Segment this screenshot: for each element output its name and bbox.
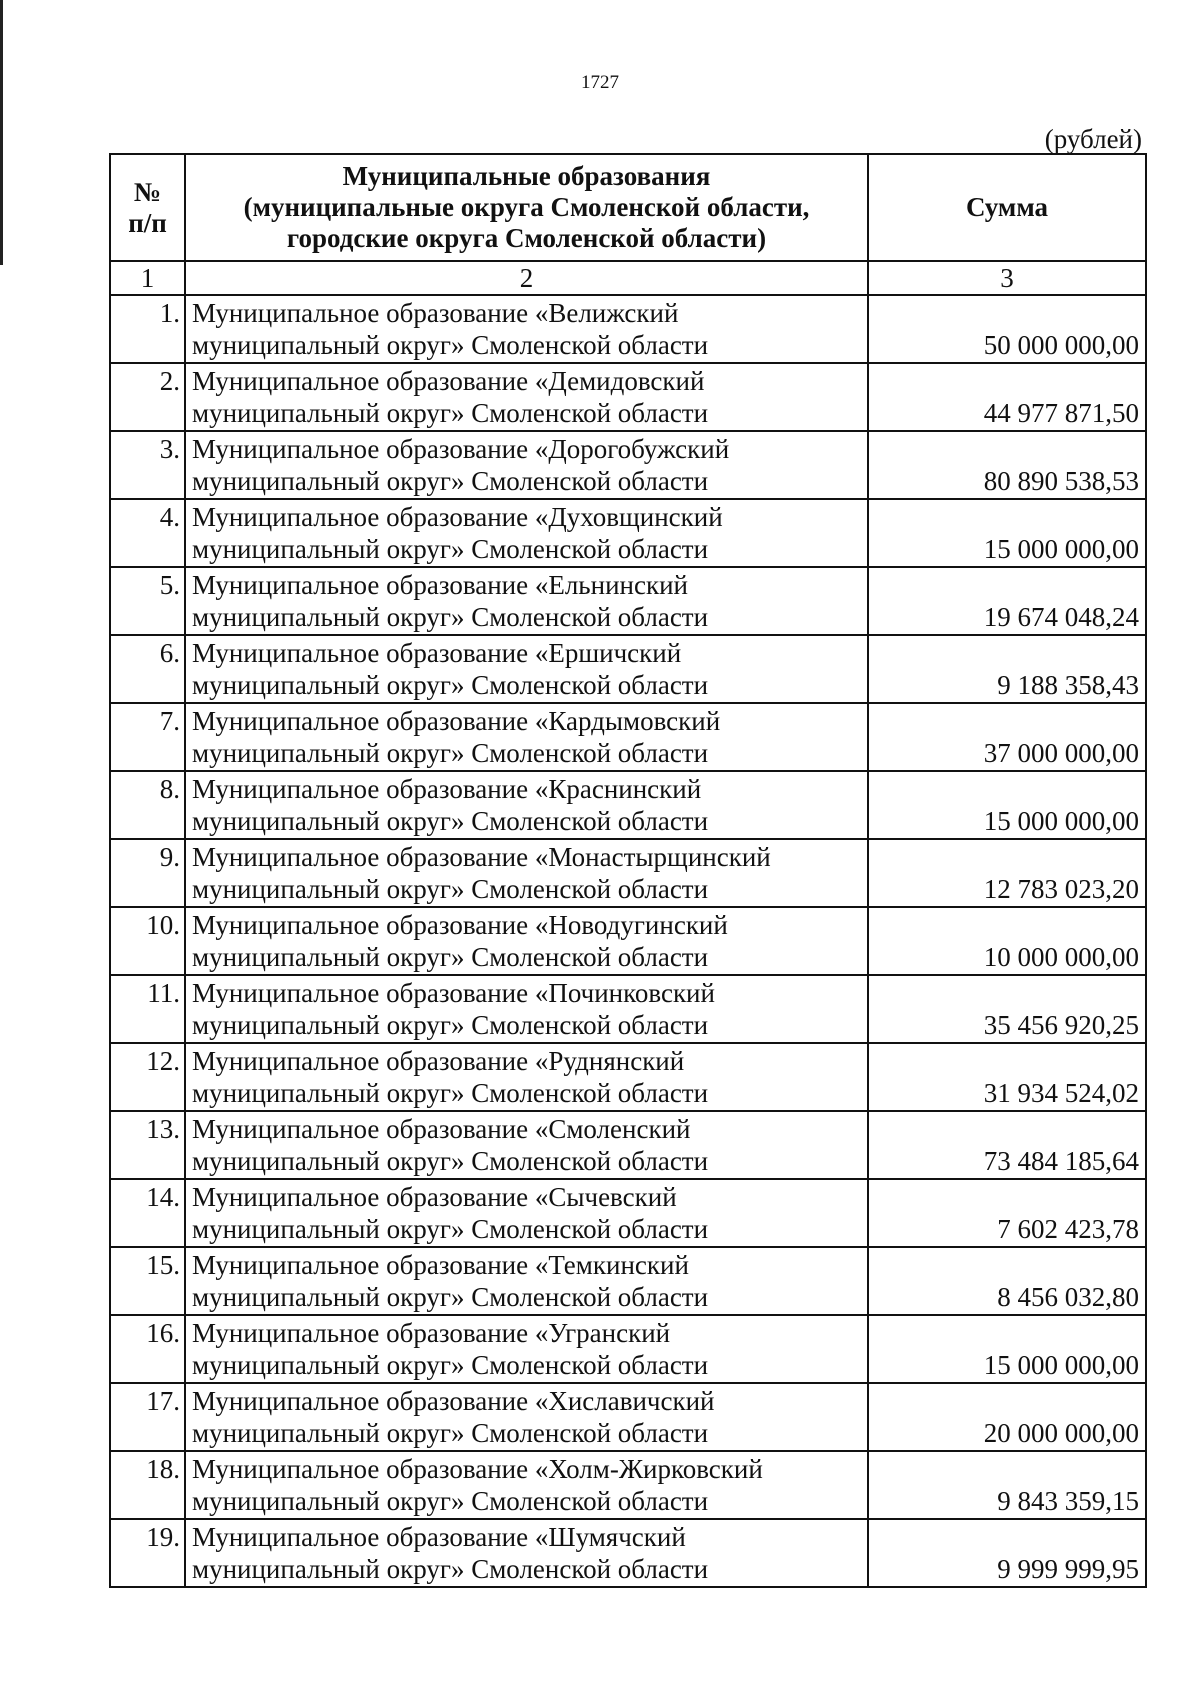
amount-value: 9 188 358,43 (868, 635, 1146, 703)
table-row (110, 703, 1146, 771)
municipality-name-line2: муниципальный округ» Смоленской области (192, 1214, 709, 1244)
municipality-name-line1: Муниципальное образование «Новодугинский (192, 910, 728, 940)
municipality-name (185, 907, 868, 975)
amount-value: 7 602 423,78 (868, 1179, 1146, 1247)
row-number: 12. (110, 1043, 185, 1111)
header-sum: Сумма (868, 154, 1146, 261)
table-row (110, 1383, 1146, 1451)
row-number: 15. (110, 1247, 185, 1315)
municipality-name-line1: Муниципальное образование «Кардымовский (192, 706, 721, 736)
amount-value: 50 000 000,00 (868, 295, 1146, 363)
municipality-name-line2: муниципальный округ» Смоленской области (192, 534, 709, 564)
amount-value: 15 000 000,00 (868, 499, 1146, 567)
row-number: 7. (110, 703, 185, 771)
table-row (110, 975, 1146, 1043)
municipality-name-line2: муниципальный округ» Смоленской области (192, 1486, 709, 1516)
amount-value: 31 934 524,02 (868, 1043, 1146, 1111)
municipality-name-line2: муниципальный округ» Смоленской области (192, 330, 709, 360)
page-number: 1727 (581, 72, 619, 93)
municipality-name-line2: муниципальный округ» Смоленской области (192, 602, 709, 632)
municipality-name-line2: муниципальный округ» Смоленской области (192, 1282, 709, 1312)
row-number: 5. (110, 567, 185, 635)
municipality-name-line2: муниципальный округ» Смоленской области (192, 806, 709, 836)
amount-value: 37 000 000,00 (868, 703, 1146, 771)
municipality-name-line1: Муниципальное образование «Дорогобужский (192, 434, 730, 464)
municipality-name (185, 431, 868, 499)
table-row (110, 431, 1146, 499)
table-row (110, 295, 1146, 363)
header-municipality-line2: (муниципальные округа Смоленской области, (243, 192, 810, 222)
row-number: 16. (110, 1315, 185, 1383)
municipality-name (185, 1111, 868, 1179)
row-number: 2. (110, 363, 185, 431)
municipality-name-line2: муниципальный округ» Смоленской области (192, 466, 709, 496)
municipality-name-line1: Муниципальное образование «Хиславичский (192, 1386, 715, 1416)
municipality-name-line2: муниципальный округ» Смоленской области (192, 874, 709, 904)
row-number: 1. (110, 295, 185, 363)
municipality-name-line1: Муниципальное образование «Монастырщинский (192, 842, 771, 872)
municipality-name (185, 295, 868, 363)
municipality-name-line1: Муниципальное образование «Руднянский (192, 1046, 685, 1076)
table-row (110, 363, 1146, 431)
row-number: 18. (110, 1451, 185, 1519)
amount-value: 8 456 032,80 (868, 1247, 1146, 1315)
municipality-name-line2: муниципальный округ» Смоленской области (192, 1418, 709, 1448)
units-label: (рублей) (1044, 124, 1142, 154)
municipality-name (185, 635, 868, 703)
row-number: 13. (110, 1111, 185, 1179)
column-number-1: 1 (110, 261, 185, 295)
municipal-funding-table (109, 153, 1147, 1588)
column-numbers-row (110, 261, 1146, 295)
amount-value: 9 999 999,95 (868, 1519, 1146, 1587)
municipality-name-line1: Муниципальное образование «Угранский (192, 1318, 671, 1348)
municipality-name (185, 1383, 868, 1451)
municipality-name (185, 975, 868, 1043)
municipality-name (185, 363, 868, 431)
row-number: 9. (110, 839, 185, 907)
table-row (110, 1179, 1146, 1247)
table-body (110, 295, 1146, 1587)
municipality-name (185, 839, 868, 907)
table-row (110, 1451, 1146, 1519)
amount-value: 12 783 023,20 (868, 839, 1146, 907)
amount-value: 80 890 538,53 (868, 431, 1146, 499)
amount-value: 73 484 185,64 (868, 1111, 1146, 1179)
table-row (110, 1043, 1146, 1111)
municipality-name-line2: муниципальный округ» Смоленской области (192, 1010, 709, 1040)
amount-value: 15 000 000,00 (868, 771, 1146, 839)
table-row (110, 1247, 1146, 1315)
row-number: 19. (110, 1519, 185, 1587)
municipality-name (185, 499, 868, 567)
header-municipality-line1: Муниципальные образования (342, 161, 711, 191)
table-row (110, 771, 1146, 839)
municipality-name-line1: Муниципальное образование «Сычевский (192, 1182, 677, 1212)
municipality-name-line2: муниципальный округ» Смоленской области (192, 398, 709, 428)
municipality-name-line2: муниципальный округ» Смоленской области (192, 942, 709, 972)
row-number: 11. (110, 975, 185, 1043)
municipality-name-line2: муниципальный округ» Смоленской области (192, 738, 709, 768)
table-row (110, 1519, 1146, 1587)
table-row (110, 635, 1146, 703)
amount-value: 35 456 920,25 (868, 975, 1146, 1043)
municipality-name (185, 703, 868, 771)
municipality-name (185, 1043, 868, 1111)
municipality-name-line2: муниципальный округ» Смоленской области (192, 1350, 709, 1380)
scan-edge-line (0, 0, 3, 265)
municipality-name (185, 1179, 868, 1247)
row-number: 10. (110, 907, 185, 975)
municipality-name-line1: Муниципальное образование «Темкинский (192, 1250, 689, 1280)
amount-value: 44 977 871,50 (868, 363, 1146, 431)
row-number: 8. (110, 771, 185, 839)
municipality-name-line2: муниципальный округ» Смоленской области (192, 1554, 709, 1584)
municipality-name-line1: Муниципальное образование «Холм-Жирковский (192, 1454, 763, 1484)
municipality-name (185, 1315, 868, 1383)
amount-value: 15 000 000,00 (868, 1315, 1146, 1383)
row-number: 6. (110, 635, 185, 703)
amount-value: 9 843 359,15 (868, 1451, 1146, 1519)
header-number-line1: № (133, 176, 162, 207)
table-row (110, 567, 1146, 635)
row-number: 14. (110, 1179, 185, 1247)
table-row (110, 1111, 1146, 1179)
header-municipality-line3: городские округа Смоленской области) (286, 223, 767, 253)
municipality-name-line1: Муниципальное образование «Смоленский (192, 1114, 691, 1144)
municipality-name (185, 1519, 868, 1587)
municipality-name-line1: Муниципальное образование «Шумячский (192, 1522, 686, 1552)
municipality-name-line1: Муниципальное образование «Ершичский (192, 638, 682, 668)
municipality-name (185, 1451, 868, 1519)
municipality-name-line1: Муниципальное образование «Ельнинский (192, 570, 688, 600)
header-number (110, 154, 185, 261)
municipality-name-line1: Муниципальное образование «Краснинский (192, 774, 702, 804)
table-row (110, 1315, 1146, 1383)
row-number: 17. (110, 1383, 185, 1451)
municipality-name-line1: Муниципальное образование «Демидовский (192, 366, 705, 396)
amount-value: 20 000 000,00 (868, 1383, 1146, 1451)
amount-value: 19 674 048,24 (868, 567, 1146, 635)
header-number-line2: п/п (128, 207, 167, 238)
amount-value: 10 000 000,00 (868, 907, 1146, 975)
row-number: 4. (110, 499, 185, 567)
column-number-2: 2 (185, 261, 868, 295)
municipality-name-line2: муниципальный округ» Смоленской области (192, 1146, 709, 1176)
table-row (110, 839, 1146, 907)
municipality-name-line2: муниципальный округ» Смоленской области (192, 670, 709, 700)
row-number: 3. (110, 431, 185, 499)
municipality-name-line2: муниципальный округ» Смоленской области (192, 1078, 709, 1108)
table-header-row (110, 154, 1146, 261)
column-number-3: 3 (868, 261, 1146, 295)
municipality-name-line1: Муниципальное образование «Починковский (192, 978, 715, 1008)
header-municipality (185, 154, 868, 261)
table-row (110, 499, 1146, 567)
municipality-name (185, 567, 868, 635)
municipality-name-line1: Муниципальное образование «Велижский (192, 298, 679, 328)
municipality-name (185, 771, 868, 839)
table-row (110, 907, 1146, 975)
municipality-name-line1: Муниципальное образование «Духовщинский (192, 502, 723, 532)
municipality-name (185, 1247, 868, 1315)
